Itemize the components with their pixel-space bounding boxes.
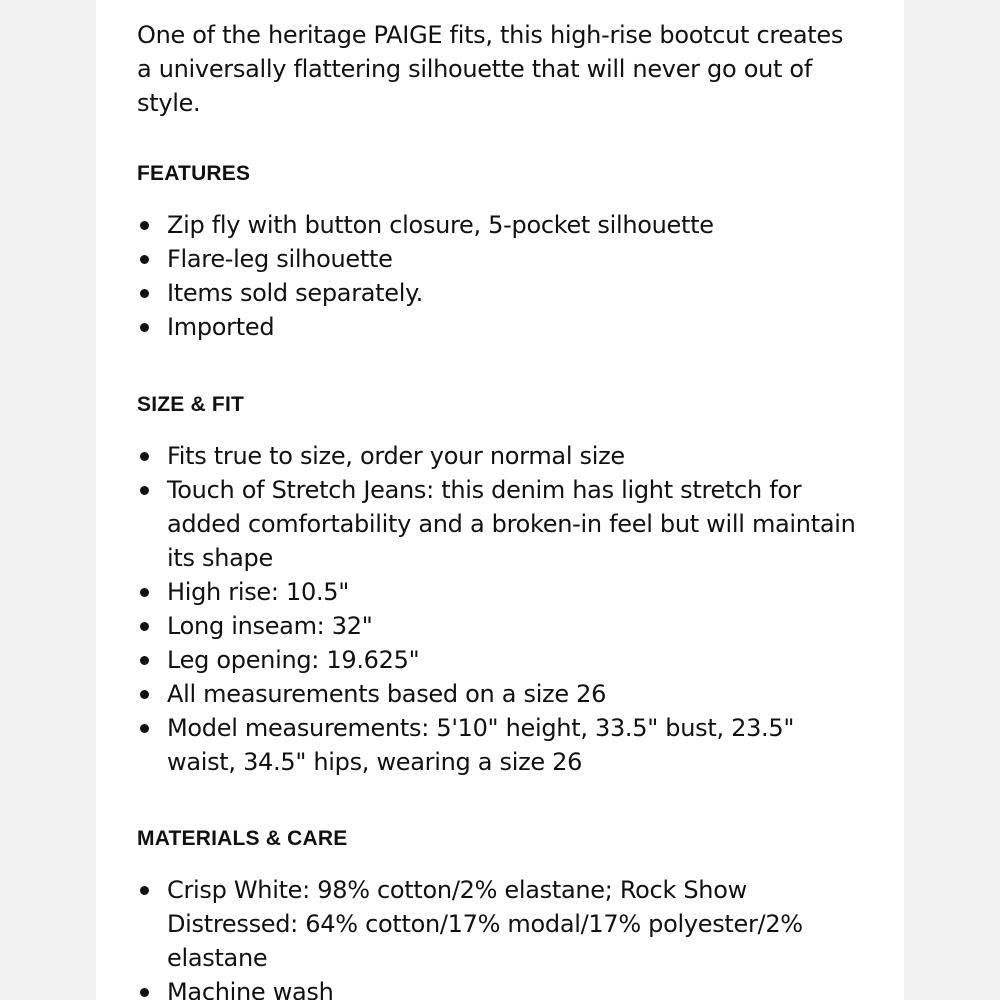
bullet-icon bbox=[140, 724, 149, 733]
list-item bbox=[137, 975, 857, 1000]
bullet-icon bbox=[140, 588, 149, 597]
bullet-icon bbox=[140, 886, 149, 895]
bullet-icon bbox=[140, 622, 149, 631]
product-description bbox=[137, 18, 857, 1000]
list-item bbox=[137, 643, 857, 677]
list-item bbox=[137, 473, 857, 575]
list-item-text: Fits true to size, order your normal size bbox=[167, 442, 625, 470]
bullet-icon bbox=[140, 452, 149, 461]
features-list bbox=[137, 208, 857, 344]
list-item bbox=[137, 873, 857, 975]
list-item-text: Machine wash bbox=[167, 978, 334, 1000]
materials-care-list bbox=[137, 873, 857, 1000]
list-item-text: Zip fly with button closure, 5-pocket silhouette bbox=[167, 211, 714, 239]
list-item bbox=[137, 242, 857, 276]
intro-paragraph: One of the heritage PAIGE fits, this high-rise bootcut creates a universally flattering silhouette that will never go out of style. bbox=[137, 21, 844, 117]
list-item-text: All measurements based on a size 26 bbox=[167, 680, 607, 708]
list-item-text: Crisp White: 98% cotton/2% elastane; Rock Show Distressed: 64% cotton/17% modal/17% polyester/2% elastane bbox=[167, 876, 803, 972]
list-item-text: High rise: 10.5" bbox=[167, 578, 349, 606]
materials-care-heading: MATERIALS & CARE bbox=[137, 827, 348, 850]
list-item bbox=[137, 575, 857, 609]
size-fit-list bbox=[137, 439, 857, 779]
list-item bbox=[137, 208, 857, 242]
list-item bbox=[137, 609, 857, 643]
list-item bbox=[137, 439, 857, 473]
list-item-text: Flare-leg silhouette bbox=[167, 245, 393, 273]
list-item-text: Imported bbox=[167, 313, 275, 341]
list-item-text: Touch of Stretch Jeans: this denim has light stretch for added comfortability and a broken-in feel but will maintain its shape bbox=[167, 476, 856, 572]
bullet-icon bbox=[140, 221, 149, 230]
bullet-icon bbox=[140, 690, 149, 699]
bullet-icon bbox=[140, 988, 149, 997]
list-item-text: Long inseam: 32" bbox=[167, 612, 373, 640]
size-fit-heading: SIZE & FIT bbox=[137, 393, 244, 416]
list-item bbox=[137, 711, 857, 779]
list-item bbox=[137, 310, 857, 344]
bullet-icon bbox=[140, 656, 149, 665]
list-item bbox=[137, 677, 857, 711]
list-item bbox=[137, 276, 857, 310]
features-heading: FEATURES bbox=[137, 162, 251, 185]
bullet-icon bbox=[140, 255, 149, 264]
bullet-icon bbox=[140, 289, 149, 298]
bullet-icon bbox=[140, 486, 149, 495]
list-item-text: Model measurements: 5'10" height, 33.5" bust, 23.5" waist, 34.5" hips, wearing a size 26 bbox=[167, 714, 795, 776]
list-item-text: Leg opening: 19.625" bbox=[167, 646, 420, 674]
bullet-icon bbox=[140, 323, 149, 332]
list-item-text: Items sold separately. bbox=[167, 279, 423, 307]
